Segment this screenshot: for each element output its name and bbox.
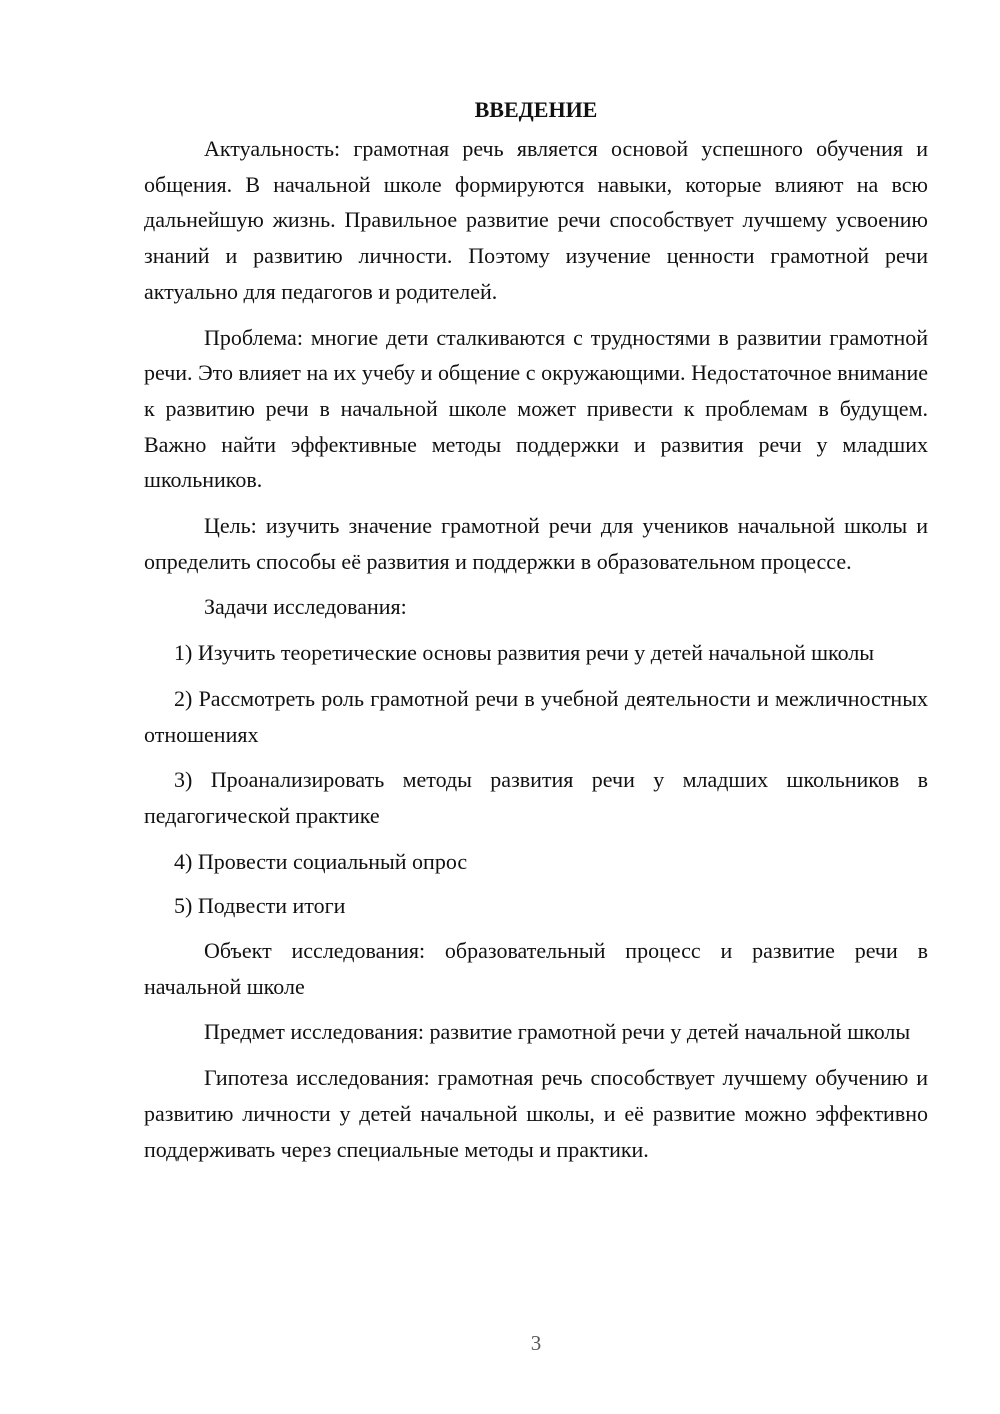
task-item-2: 2) Рассмотреть роль грамотной речи в учебной деятельности и межличностных отношениях [144,685,928,747]
goal-paragraph: Цель: изучить значение грамотной речи для учеников начальной школы и определить способы её развития и поддержки в образовательном процессе. [144,513,928,574]
section-title: ВВЕДЕНИЕ [474,97,598,122]
object-paragraph: Объект исследования: образовательный процесс и развитие речи в начальной школе [144,938,928,999]
page-content [144,92,928,1177]
hypothesis-paragraph: Гипотеза исследования: грамотная речь способствует лучшему обучению и развитию личности у детей начальной школы, и её развитие можно эффективно поддерживать через специальные методы и практики. [144,1065,928,1162]
page-number: 3 [530,1331,542,1355]
task-item-4: 4) Провести социальный опрос [174,848,468,874]
problem-paragraph: Проблема: многие дети сталкиваются с трудностями в развитии грамотной речи. Это влияет на их учебу и общение с окружающими. Недостаточное внимание к развитию речи в начальной школе может привести к проблемам в будущем. Важно найти эффективные методы поддержки и развития речи у младших школьников. [144,324,928,493]
relevance-paragraph: Актуальность: грамотная речь является основой успешного обучения и общения. В начальной школе формируются навыки, которые влияют на всю дальнейшую жизнь. Правильное развитие речи способствует лучшему усвоению знаний и развитию личности. Поэтому изучение ценности грамотной речи актуально для педагогов и родителей. [144,136,928,304]
task-item-5: 5) Подвести итоги [174,893,346,919]
subject-paragraph: Предмет исследования: развитие грамотной речи у детей начальной школы [204,1019,911,1045]
task-item-3: 3) Проанализировать методы развития речи у младших школьников в педагогической практике [144,767,928,828]
task-item-1: 1) Изучить теоретические основы развития речи у детей начальной школы [174,640,875,666]
tasks-heading: Задачи исследования: [204,594,407,620]
